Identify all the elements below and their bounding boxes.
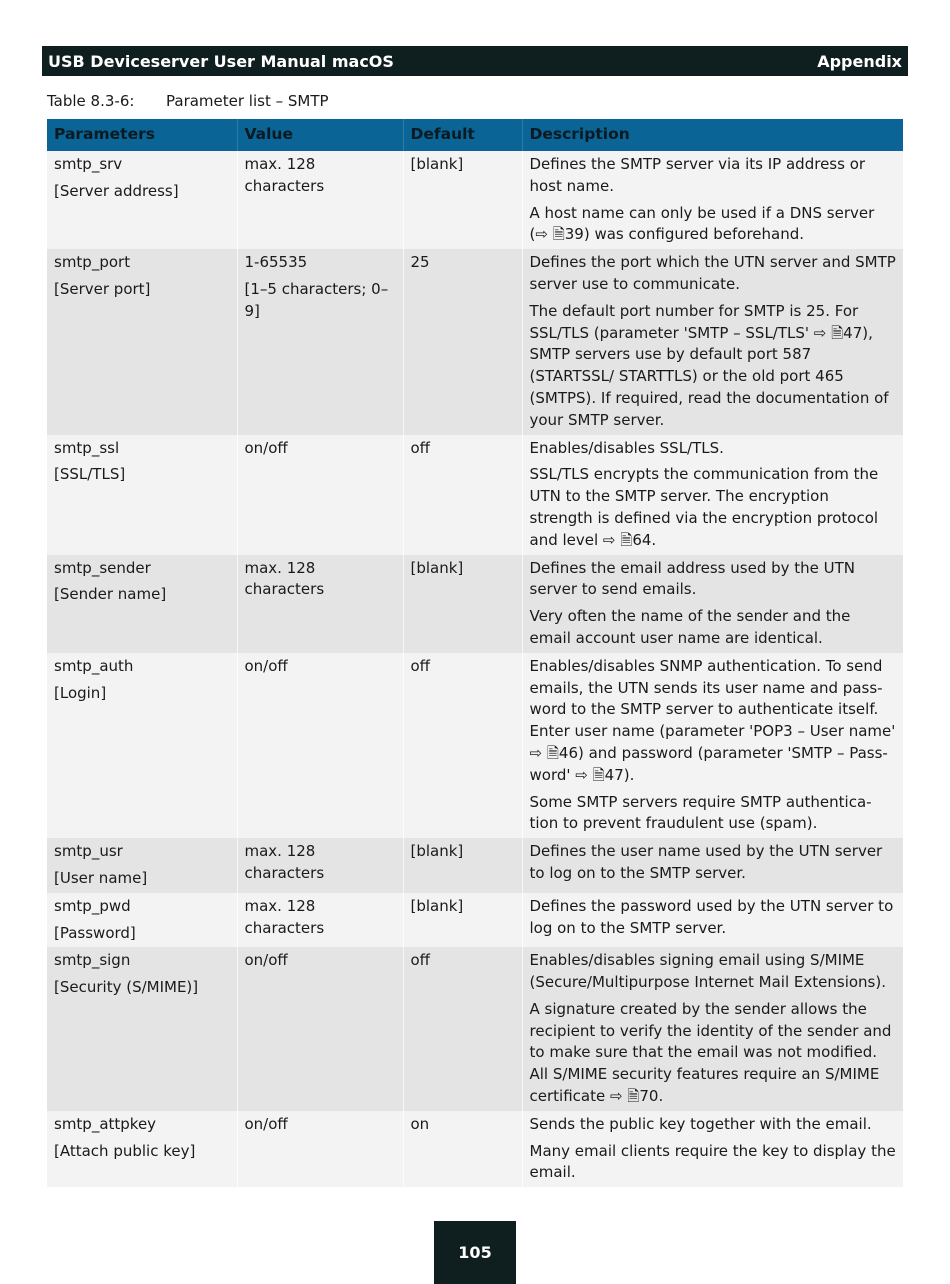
- param-cell: [47, 555, 237, 653]
- table-row: [47, 1111, 903, 1187]
- description-cell: [522, 947, 903, 1111]
- description-paragraph: Defines the SMTP server via its IP address or host name.: [529, 155, 866, 195]
- description-paragraph: Sends the public key together with the email.: [529, 1114, 872, 1133]
- description-paragraph: A host name can only be used if a DNS server (⇨ 🗎39) was configured beforehand.: [529, 203, 875, 244]
- description-cell: [522, 435, 903, 555]
- param-cell: [47, 653, 237, 838]
- param-name: smtp_auth: [54, 656, 134, 675]
- param-label: [Login]: [54, 683, 107, 702]
- param-name: smtp_sender: [54, 558, 151, 577]
- param-label: [Server address]: [54, 181, 179, 200]
- value-cell: [237, 653, 403, 838]
- description-paragraph: Very often the name of the sender and the email account user name are identical.: [529, 607, 851, 647]
- value-text: max. 128 characters: [244, 896, 325, 937]
- default-cell: 25: [403, 249, 522, 434]
- description-paragraph: Many email clients require the key to display the email.: [529, 1141, 896, 1182]
- description-cell: [522, 893, 903, 948]
- value-cell: [237, 555, 403, 653]
- page-number-text: 105: [458, 1243, 492, 1262]
- description-cell: [522, 653, 903, 838]
- value-cell: [237, 838, 403, 893]
- value-cell: [237, 1111, 403, 1187]
- table-title: Parameter list – SMTP: [166, 92, 329, 110]
- description-paragraph: Defines the port which the UTN server and SMTP server use to communicate.: [529, 253, 896, 293]
- description-paragraph: The default port number for SMTP is 25. For SSL/TLS (parameter 'SMTP – SSL/TLS' ⇨ 🗎47), SMTP servers use by default port 587 (STARTSSL/ STARTTLS) or the old port 465 (SMTPS). If required, read the documentation of your SMTP server.: [529, 301, 889, 429]
- default-cell: [blank]: [403, 893, 522, 948]
- param-name: smtp_port: [54, 253, 131, 272]
- param-cell: [47, 893, 237, 948]
- table-row: [47, 151, 903, 249]
- table-row: [47, 893, 903, 948]
- value-text: 1-65535: [244, 253, 308, 272]
- param-name: smtp_usr: [54, 842, 123, 861]
- param-name: smtp_srv: [54, 155, 123, 173]
- table-row: [47, 555, 903, 653]
- table-row: [47, 838, 903, 893]
- default-cell: [blank]: [403, 838, 522, 893]
- value-text: on/off: [244, 1114, 288, 1133]
- description-paragraph: Defines the user name used by the UTN server to log on to the SMTP server.: [529, 842, 883, 882]
- description-cell: [522, 151, 903, 249]
- manual-title: USB Deviceserver User Manual macOS: [48, 51, 394, 71]
- param-cell: [47, 838, 237, 893]
- default-cell: off: [403, 435, 522, 555]
- description-paragraph: Defines the password used by the UTN server to log on to the SMTP server.: [529, 896, 894, 937]
- section-title: Appendix: [817, 51, 902, 71]
- column-header: Default: [403, 119, 522, 151]
- param-name: smtp_sign: [54, 951, 131, 970]
- table-row: [47, 435, 903, 555]
- value-cell: [237, 249, 403, 434]
- column-header: Parameters: [47, 119, 237, 151]
- value-text: on/off: [244, 951, 288, 970]
- value-cell: [237, 947, 403, 1111]
- value-cell: [237, 435, 403, 555]
- param-name: smtp_attpkey: [54, 1114, 157, 1133]
- param-cell: [47, 249, 237, 434]
- value-text: max. 128 characters: [244, 842, 325, 882]
- table-number: Table 8.3-6:: [47, 92, 135, 110]
- value-text: on/off: [244, 656, 288, 675]
- page-number: [434, 1221, 516, 1284]
- param-name: smtp_ssl: [54, 438, 120, 457]
- table-body: [47, 151, 903, 1187]
- description-paragraph: Enables/disables SSL/TLS.: [529, 438, 724, 457]
- param-label: [Security (S/MIME)]: [54, 978, 199, 997]
- default-cell: on: [403, 1111, 522, 1187]
- param-label: [User name]: [54, 868, 148, 887]
- value-text: on/off: [244, 438, 288, 457]
- table-row: [47, 249, 903, 434]
- param-label: [Attach public key]: [54, 1141, 196, 1160]
- default-cell: [blank]: [403, 151, 522, 249]
- value-cell: [237, 151, 403, 249]
- table-row: [47, 653, 903, 838]
- column-header: Value: [237, 119, 403, 151]
- table-row: [47, 947, 903, 1111]
- description-cell: [522, 555, 903, 653]
- value-text: max. 128 characters: [244, 558, 325, 599]
- param-label: [SSL/TLS]: [54, 465, 126, 484]
- description-cell: [522, 1111, 903, 1187]
- param-cell: [47, 1111, 237, 1187]
- description-paragraph: Defines the email address used by the UTN server to send emails.: [529, 558, 856, 599]
- value-text: [1–5 characters; 0–9]: [244, 279, 389, 320]
- default-cell: off: [403, 653, 522, 838]
- param-label: [Password]: [54, 923, 136, 942]
- description-cell: [522, 838, 903, 893]
- value-text: max. 128 characters: [244, 155, 325, 195]
- default-cell: [blank]: [403, 555, 522, 653]
- description-paragraph: SSL/TLS encrypts the communication from the UTN to the SMTP server. The encryption strength is defined via the encryption protocol and level ⇨ 🗎64.: [529, 465, 879, 549]
- page-header: [42, 46, 908, 76]
- description-paragraph: Enables/disables signing email using S/MIME (Secure/Multipurpose Internet Mail Extensions).: [529, 951, 886, 992]
- param-name: smtp_pwd: [54, 896, 131, 915]
- description-paragraph: Some SMTP servers require SMTP authentica-tion to prevent fraudulent use (spam).: [529, 792, 872, 833]
- table-header-row: [47, 119, 903, 151]
- param-cell: [47, 151, 237, 249]
- parameter-table: [47, 119, 904, 1187]
- table-caption: [47, 92, 329, 110]
- description-paragraph: A signature created by the sender allows the recipient to verify the identity of the sender and to make sure that the email was not modified. All S/MIME security features require an S/MIME certificate ⇨ 🗎70.: [529, 999, 892, 1106]
- column-header: Description: [522, 119, 903, 151]
- value-cell: [237, 893, 403, 948]
- description-cell: [522, 249, 903, 434]
- param-cell: [47, 947, 237, 1111]
- param-label: [Server port]: [54, 279, 151, 298]
- param-cell: [47, 435, 237, 555]
- default-cell: off: [403, 947, 522, 1111]
- param-label: [Sender name]: [54, 585, 167, 604]
- description-paragraph: Enables/disables SNMP authentication. To send emails, the UTN sends its user name and pass-word to the SMTP server to authenticate itself. Enter user name (parameter 'POP3 – User name' ⇨ 🗎46) and password (parameter 'SMTP – Pass-word' ⇨ 🗎47).: [529, 656, 896, 784]
